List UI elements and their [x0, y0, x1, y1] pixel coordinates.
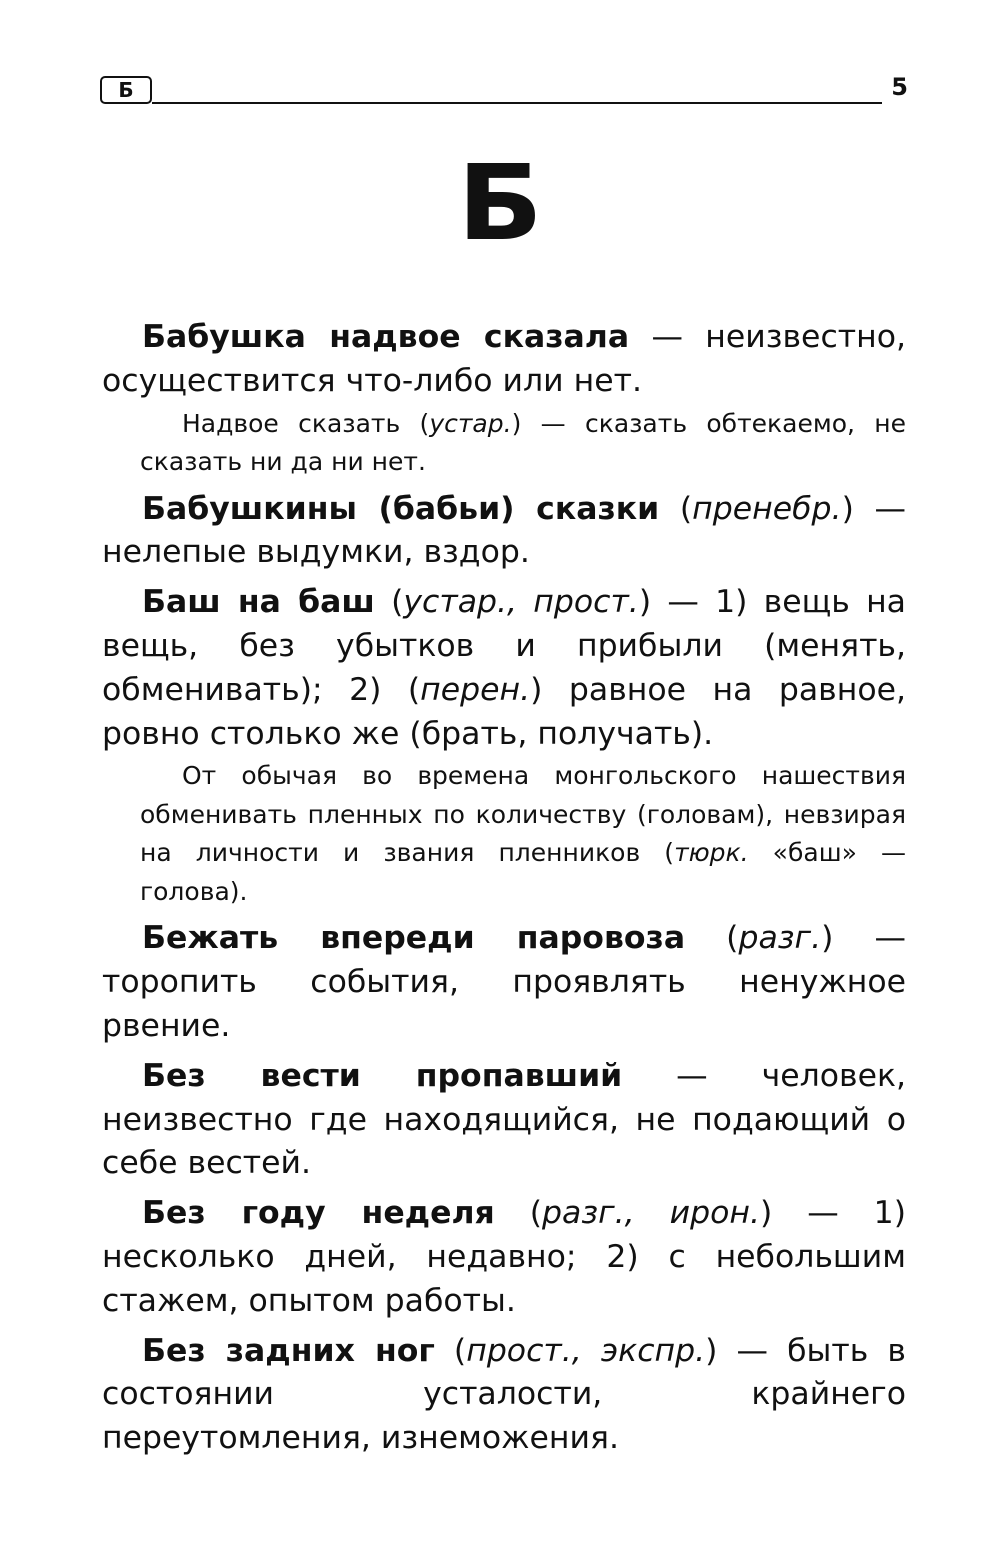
entry-main: Бежать впереди паровоза (разг.) — торопить события, проявлять ненужное рвение. [102, 920, 906, 1044]
section-letter: Б [457, 142, 543, 264]
header-section-letter: Б [100, 76, 152, 104]
entry-term: Бабушкины (бабьи) сказки [142, 490, 660, 527]
entry-note: От обычая во времена монгольского нашествия обменивать пленных по количеству (головам), невзирая на личности и звания пленников (тюрк. «баш» — голова). [140, 761, 906, 906]
header-rule [152, 102, 882, 104]
entry-term: Без задних ног [142, 1332, 435, 1369]
entries-list [102, 316, 906, 1461]
usage-mark: прост., экспр. [466, 1332, 706, 1369]
entry-main [102, 1055, 906, 1186]
entry-bez-vesti-propavshiy [102, 1055, 906, 1186]
entry-main: Без году неделя (разг., ирон.) — 1) несколько дней, недавно; 2) с небольшим стажем, опытом работы. [102, 1195, 906, 1319]
usage-mark: устар., прост. [403, 584, 639, 621]
entry-term: Без году неделя [142, 1195, 495, 1232]
usage-mark: пренебр. [692, 490, 842, 527]
usage-mark: разг., ирон. [542, 1195, 760, 1232]
entry-main: Без задних ног (прост., экспр.) — быть в состоянии усталости, крайнего переутомления, изнеможения. [102, 1332, 906, 1457]
usage-mark: разг. [738, 920, 822, 957]
entry-term: Без вести пропавший [142, 1057, 623, 1094]
entry-definition: ) — нелепые выдумки, вздор. [102, 490, 906, 571]
entry-definition: ) — торопить события, проявлять ненужное рвение. [102, 920, 906, 1044]
entry-babushkiny-skazki [102, 488, 906, 576]
entry-bez-godu-nedelya [102, 1192, 906, 1323]
entry-definition: — человек, неизвестно где находящийся, не подающий о себе вестей. [102, 1057, 906, 1182]
entry-term: Баш на баш [142, 584, 375, 621]
entry-main [102, 316, 906, 404]
entry-main: Баш на баш (устар., прост.) — 1) вещь на вещь, без убытков и прибыли (менять, обменивать); 2) (перен.) равное на равное, ровно столько же (брать, получать). [102, 584, 906, 752]
entry-main: Бабушкины (бабьи) сказки (пренебр.) — нелепые выдумки, вздор. [102, 490, 906, 571]
entry-definition: ) — быть в состоянии усталости, крайнего переутомления, изнеможения. [102, 1332, 906, 1457]
entry-babushka-nadvoe [102, 316, 906, 482]
entry-bezhat-vperedi-parovoza [102, 917, 906, 1048]
entry-definition: — неизвестно, осуществится что-либо или нет. [102, 319, 906, 399]
entry-bash-na-bash [102, 581, 906, 911]
running-header [100, 74, 908, 108]
page-number: 5 [891, 73, 908, 101]
entry-term: Бабушка надвое сказала [142, 319, 630, 355]
entry-note: Надвое сказать (устар.) — сказать обтекаемо, не сказать ни да ни нет. [140, 408, 906, 477]
entry-term: Бежать впереди паровоза [142, 920, 686, 957]
entry-definition: ) — 1) несколько дней, недавно; 2) с небольшим стажем, опытом работы. [102, 1195, 906, 1319]
entry-bez-zadnih-nog [102, 1330, 906, 1461]
